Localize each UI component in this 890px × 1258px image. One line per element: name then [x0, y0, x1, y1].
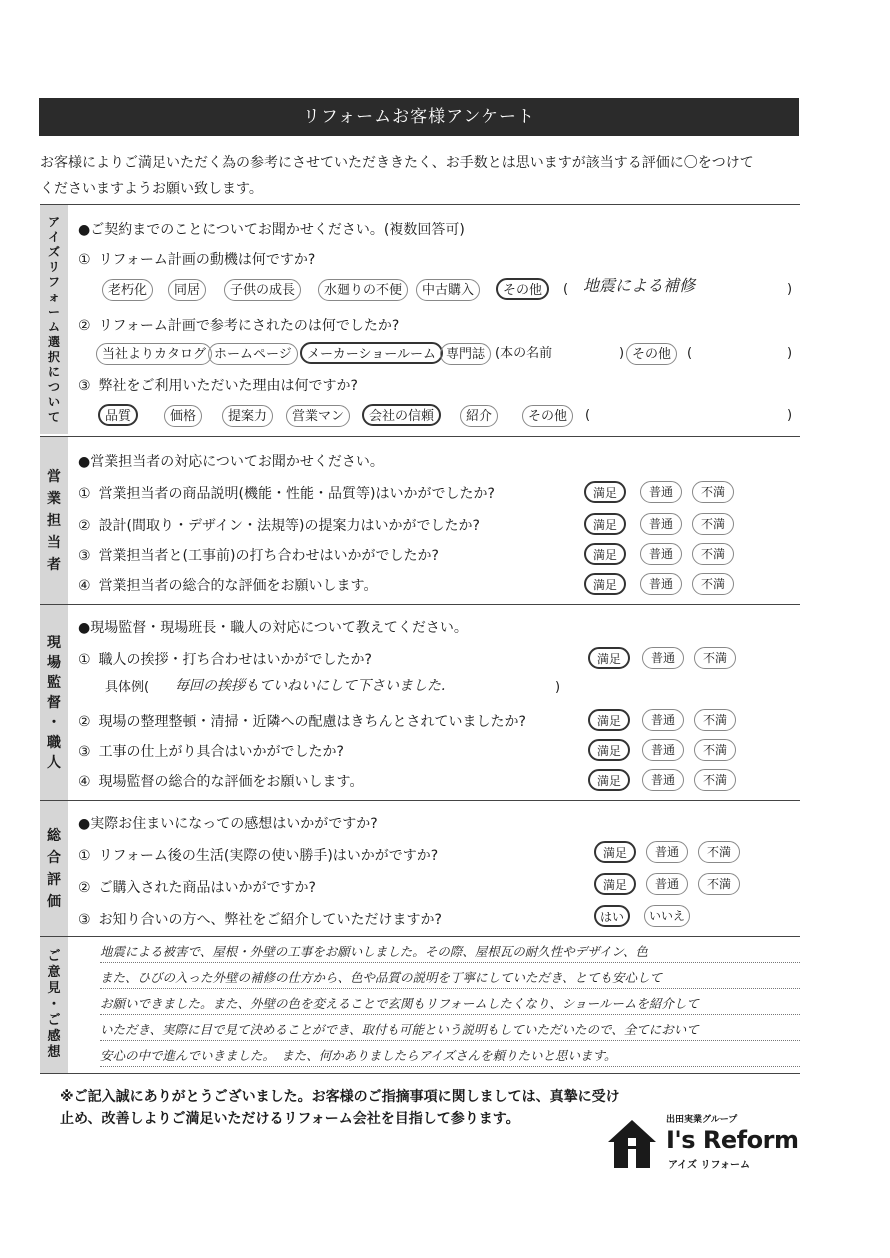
rating-normal[interactable]: 普通: [640, 481, 682, 503]
comment-line: お願いできました。また、外壁の色を変えることで玄関もリフォームしたくなり、ショールームを紹介して: [100, 993, 800, 1015]
side-label-text: 営 業 担 当 者: [47, 468, 61, 573]
side-label-text: 現 場 監 督 ・ 職 人: [47, 634, 61, 771]
rating-good[interactable]: 満足: [588, 647, 630, 669]
rating-good[interactable]: 満足: [588, 739, 630, 761]
question-text: 営業担当者の総合的な評価をお願いします。: [98, 578, 378, 594]
section-overall: [40, 800, 800, 936]
section-heading: ●営業担当者の対応についてお聞かせください。: [78, 454, 384, 470]
section-side-label: [40, 437, 68, 604]
option-water-inconvenience[interactable]: 水廻りの不便: [318, 279, 408, 301]
other-paren-close: ): [787, 282, 793, 297]
intro-line-2: くださいますようお願い致します。: [40, 181, 263, 197]
question-living: [78, 845, 438, 865]
option-cohabit[interactable]: 同居: [168, 279, 206, 301]
option-other-reason[interactable]: その他: [522, 405, 573, 427]
question-number: ④: [78, 578, 91, 594]
option-price[interactable]: 価格: [164, 405, 202, 427]
rating-normal[interactable]: 普通: [642, 769, 684, 791]
rating-bad[interactable]: 不満: [692, 481, 734, 503]
question-text: 現場の整理整頓・清掃・近隣への配慮はきちんとされていましたか?: [98, 714, 526, 730]
other-motive-answer[interactable]: 地震による補修: [583, 276, 696, 295]
thanks-note: [60, 1086, 660, 1130]
option-aging[interactable]: 老朽化: [102, 279, 153, 301]
question-product: [78, 877, 316, 897]
house-icon: [606, 1118, 658, 1170]
section-selection: [40, 204, 800, 434]
side-label-text: ア イ ズ リ フ ォ ー ム 選 択 に つ い て: [47, 214, 60, 424]
section-side-label: [40, 605, 68, 800]
question-number: ④: [78, 774, 91, 790]
question-site-overall: [78, 771, 363, 791]
option-referral[interactable]: 紹介: [460, 405, 498, 427]
question-text: リフォーム後の生活(実際の使い勝手)はいかがですか?: [98, 848, 439, 864]
survey-title: リフォームお客様アンケート: [39, 98, 799, 136]
question-text: お知り合いの方へ、弊社をご紹介していただけますか?: [98, 912, 442, 928]
question-number: ①: [78, 848, 91, 864]
question-sales-explanation: [78, 483, 495, 503]
section-heading: ●ご契約までのことについてお聞かせください。(複数回答可): [78, 222, 465, 238]
question-text: 営業担当者と(工事前)の打ち合わせはいかがでしたか?: [98, 548, 439, 564]
question-craftsman-greeting: [78, 649, 372, 669]
intro-text: [40, 150, 820, 202]
rating-normal[interactable]: 普通: [640, 513, 682, 535]
question-reference: [78, 315, 399, 335]
answer-no[interactable]: いいえ: [644, 905, 690, 927]
rating-bad[interactable]: 不満: [698, 841, 740, 863]
question-text: 弊社をご利用いただいた理由は何ですか?: [98, 378, 358, 394]
rating-normal[interactable]: 普通: [640, 573, 682, 595]
question-text: 現場監督の総合的な評価をお願いします。: [98, 774, 364, 790]
question-number: ①: [78, 486, 91, 502]
rating-good[interactable]: 満足: [594, 841, 636, 863]
example-close: ): [555, 680, 561, 695]
question-text: 工事の仕上がり具合はいかがでしたか?: [98, 744, 344, 760]
book-name-close: ): [619, 346, 625, 361]
comment-line: また、ひびの入った外壁の補修の仕方から、色や品質の説明を丁寧にしていただき、とても安心して: [100, 967, 800, 989]
example-answer[interactable]: 毎回の挨拶もていねいにして下さいました.: [175, 678, 446, 694]
survey-form: [40, 204, 800, 1074]
other-paren-open: (: [563, 282, 569, 297]
option-homepage[interactable]: ホームページ: [208, 343, 298, 365]
question-number: ③: [78, 744, 91, 760]
question-text: 職人の挨拶・打ち合わせはいかがでしたか?: [98, 652, 372, 668]
rating-good[interactable]: 満足: [584, 481, 626, 503]
question-reason: [78, 375, 358, 395]
option-company-trust[interactable]: 会社の信頼: [362, 404, 441, 426]
section-heading: ●実際お住まいになっての感想はいかがですか?: [78, 816, 378, 832]
option-child-growth[interactable]: 子供の成長: [224, 279, 301, 301]
question-number: ③: [78, 378, 91, 394]
question-number: ②: [78, 518, 91, 534]
question-text: ご購入された商品はいかがですか?: [98, 880, 316, 896]
side-label-text: 総 合 評 価: [47, 827, 61, 910]
thanks-line-1: ※ご記入誠にありがとうございました。お客様のご指摘事項に関しましては、真摯に受け: [60, 1089, 620, 1105]
rating-bad[interactable]: 不満: [692, 543, 734, 565]
rating-normal[interactable]: 普通: [640, 543, 682, 565]
option-other-motive[interactable]: その他: [496, 278, 549, 300]
question-text: 営業担当者の商品説明(機能・性能・品質等)はいかがでしたか?: [98, 486, 495, 502]
option-used-purchase[interactable]: 中古購入: [416, 279, 480, 301]
section-side-label: [40, 801, 68, 936]
rating-bad[interactable]: 不満: [692, 513, 734, 535]
option-magazine[interactable]: 専門誌: [440, 343, 491, 365]
logo-brand-kana: アイズ リフォーム: [668, 1160, 750, 1171]
section-side-label: [40, 205, 68, 434]
rating-bad[interactable]: 不満: [692, 573, 734, 595]
side-label-text: ご 意 見 ・ ご 感 想: [47, 949, 61, 1060]
question-number: ②: [78, 318, 91, 334]
question-site-cleanliness: [78, 711, 526, 731]
other-paren-close: ): [787, 408, 793, 423]
question-pre-construction-meeting: [78, 545, 439, 565]
question-number: ③: [78, 912, 91, 928]
question-referral: [78, 909, 442, 929]
other-paren-open: (: [687, 346, 693, 361]
rating-good[interactable]: 満足: [588, 709, 630, 731]
comment-line: 安心の中で進んでいきました。 また、何かありましたらアイズさんを頼りたいと思います。: [100, 1045, 800, 1067]
section-side-label: [40, 937, 68, 1073]
logo-brand: I's Reform: [666, 1126, 799, 1154]
question-number: ②: [78, 714, 91, 730]
section-site: [40, 604, 800, 800]
question-number: ③: [78, 548, 91, 564]
rating-good[interactable]: 満足: [584, 513, 626, 535]
section-heading: ●現場監督・現場班長・職人の対応について教えてください。: [78, 620, 468, 636]
rating-bad[interactable]: 不満: [694, 769, 736, 791]
section-comments: [40, 936, 800, 1074]
rating-good[interactable]: 満足: [594, 873, 636, 895]
option-maker-showroom[interactable]: メーカーショールーム: [300, 342, 443, 364]
company-logo: [606, 1112, 806, 1172]
question-text: リフォーム計画の動機は何ですか?: [98, 252, 316, 268]
book-name-label: (本の名前: [495, 346, 553, 361]
option-proposal[interactable]: 提案力: [222, 405, 273, 427]
example-label: 具体例(: [105, 680, 150, 695]
rating-normal[interactable]: 普通: [646, 841, 688, 863]
rating-normal[interactable]: 普通: [642, 709, 684, 731]
question-number: ①: [78, 252, 91, 268]
question-motive: [78, 249, 315, 269]
rating-bad[interactable]: 不満: [694, 739, 736, 761]
option-salesperson[interactable]: 営業マン: [286, 405, 350, 427]
other-paren-open: (: [585, 408, 591, 423]
answer-yes[interactable]: はい: [594, 905, 630, 927]
thanks-line-2: 止め、改善しよりご満足いただけるリフォーム会社を目指して参ります。: [60, 1111, 520, 1127]
question-design-proposal: [78, 515, 480, 535]
rating-bad[interactable]: 不満: [694, 709, 736, 731]
option-other-reference[interactable]: その他: [626, 343, 677, 365]
question-text: 設計(間取り・デザイン・法規等)の提案力はいかがでしたか?: [98, 518, 480, 534]
intro-line-1: お客様によりご満足いただく為の参考にさせていただききたく、お手数とは思いますが該当する評価に〇をつけて: [40, 155, 754, 171]
question-text: リフォーム計画で参考にされたのは何でしたか?: [98, 318, 400, 334]
question-number: ①: [78, 652, 91, 668]
other-paren-close: ): [787, 346, 793, 361]
question-sales-overall: [78, 575, 377, 595]
rating-normal[interactable]: 普通: [642, 647, 684, 669]
rating-good[interactable]: 満足: [588, 769, 630, 791]
comment-line: 地震による被害で、屋根・外壁の工事をお願いしました。その際、屋根瓦の耐久性やデザイン、色: [100, 941, 800, 963]
section-sales: [40, 436, 800, 604]
rating-normal[interactable]: 普通: [646, 873, 688, 895]
rating-normal[interactable]: 普通: [642, 739, 684, 761]
option-catalog[interactable]: 当社よりカタログ: [96, 343, 212, 365]
comment-line: いただき、実際に目で見て決めることができ、取付も可能という説明もしていただいたので、全てにおいて: [100, 1019, 800, 1041]
rating-bad[interactable]: 不満: [698, 873, 740, 895]
question-finish-quality: [78, 741, 344, 761]
rating-good[interactable]: 満足: [584, 543, 626, 565]
logo-group-name: 出田実業グループ: [666, 1115, 738, 1125]
rating-good[interactable]: 満足: [584, 573, 626, 595]
rating-bad[interactable]: 不満: [694, 647, 736, 669]
option-quality[interactable]: 品質: [98, 404, 138, 426]
question-number: ②: [78, 880, 91, 896]
